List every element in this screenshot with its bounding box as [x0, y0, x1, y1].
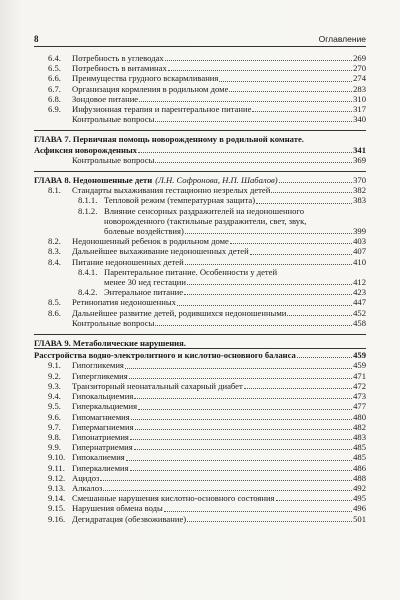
toc-entry-title: Дальнейшее выхаживание недоношенных детей: [72, 246, 249, 257]
toc-entry[interactable]: [34, 155, 366, 165]
toc-entry-number: 8.4.1.: [78, 266, 98, 277]
toc-entry-title: Влияние сенсорных раздражителей на недоношенного: [104, 205, 305, 216]
toc-entry-title: Преимущества грудного вскармливания: [72, 73, 219, 84]
toc-entry-title: Смешанные нарушения кислотно-основного состояния: [72, 493, 275, 504]
toc-entry[interactable]: [34, 277, 366, 287]
toc-entry-title: Потребность в углеводах: [72, 53, 164, 63]
toc-entry[interactable]: [34, 318, 366, 328]
toc-entry-title: Тепловой режим (температурная защита): [104, 195, 256, 206]
toc-entry[interactable]: [34, 483, 366, 493]
dot-leader: [130, 470, 353, 471]
toc-entry-title: Недоношенный ребенок в родильном доме: [72, 236, 229, 247]
toc-entry[interactable]: [34, 216, 366, 226]
toc-entry-number: 9.2.: [48, 370, 61, 381]
toc-entry-title: Гипернатриемия: [72, 442, 133, 453]
toc-entry-page: 501: [353, 513, 366, 524]
toc-entry-page: 495: [353, 493, 366, 504]
toc-entry[interactable]: [34, 432, 366, 442]
toc-entry-number: 8.2.: [48, 236, 61, 247]
dot-leader: [256, 203, 352, 204]
toc-entry-title: Инфузионная терапия и парентеральное питание: [72, 104, 252, 115]
dot-leader: [129, 378, 352, 379]
toc-entry[interactable]: [34, 371, 366, 381]
toc-entry-number: 8.4.: [48, 256, 61, 267]
toc-entry-number: 6.6.: [48, 73, 61, 84]
toc-entry-title: Стандарты выхаживания гестационно незрелых детей: [72, 185, 271, 196]
dot-leader: [134, 398, 352, 399]
toc-entry-number: 9.8.: [48, 431, 61, 442]
toc-entry-page: 477: [353, 401, 366, 412]
toc-entry[interactable]: [34, 381, 366, 391]
toc-entry[interactable]: [34, 246, 366, 256]
toc-entry-page: 407: [353, 246, 366, 257]
dot-leader: [155, 325, 352, 326]
toc-entry-page: 488: [353, 472, 366, 483]
table-of-contents: [34, 53, 366, 524]
toc-entry-title: Гиперкальциемия: [72, 401, 138, 412]
dot-leader: [168, 70, 352, 71]
dot-leader: [276, 500, 353, 501]
chapter-8-authors: (Л.Н. Софронова, Н.П. Шабалов): [155, 175, 278, 186]
toc-entry-title: Контрольные вопросы: [72, 154, 155, 165]
toc-entry[interactable]: [34, 401, 366, 411]
toc-entry-title: менее 30 нед гестации: [104, 277, 186, 288]
chapter-8-title[interactable]: ГЛАВА 8. Недоношенные дети (Л.Н. Софронова, Н.П. Шабалов) 370: [34, 175, 366, 186]
page-number: 8: [34, 34, 39, 44]
toc-entry-page: 452: [353, 307, 366, 318]
toc-entry-page: 274: [353, 73, 366, 84]
chapter-7: [34, 130, 366, 165]
toc-entry-title: Гипогликемия: [72, 360, 124, 371]
toc-entry[interactable]: [34, 463, 366, 473]
toc-entry[interactable]: [34, 503, 366, 513]
toc-entry-number: 8.1.: [48, 185, 61, 196]
toc-entry[interactable]: [34, 185, 366, 195]
toc-entry-number: 6.4.: [48, 53, 61, 63]
running-title: Оглавление: [318, 34, 366, 44]
chapter-8: [34, 171, 366, 328]
toc-entry[interactable]: [34, 297, 366, 307]
chapter-7-title[interactable]: ГЛАВА 7. Первичная помощь новорожденному в родильной комнате.: [34, 134, 304, 145]
chapter-9-title[interactable]: ГЛАВА 9. Метаболические нарушения.: [34, 338, 186, 349]
dot-leader: [244, 388, 352, 389]
toc-entry[interactable]: [34, 391, 366, 401]
toc-entry[interactable]: [34, 236, 366, 246]
toc-entry-number: 6.7.: [48, 83, 61, 94]
chapter-7-title-line2[interactable]: Асфиксия новорожденных 341: [34, 144, 366, 155]
toc-entry[interactable]: [34, 514, 366, 524]
toc-entry-number: 8.3.: [48, 246, 61, 257]
toc-entry-page: 485: [353, 452, 366, 463]
toc-entry-number: 9.16.: [48, 513, 66, 524]
toc-entry-title: Гипокалиемия: [72, 452, 125, 463]
dot-leader: [100, 480, 352, 481]
dot-leader: [219, 81, 352, 82]
toc-entry-title: Гипергликемия: [72, 370, 128, 381]
dot-leader: [134, 449, 352, 450]
toc-entry-number: 9.10.: [48, 452, 66, 463]
toc-entry-page: 486: [353, 462, 366, 473]
toc-entry-page: 283: [353, 83, 366, 94]
toc-entry-page: 412: [353, 277, 366, 288]
toc-entry-title: Транзиторный неонатальный сахарный диабет: [72, 380, 243, 391]
toc-entry-page: 480: [353, 411, 366, 422]
toc-entry-page: 496: [353, 503, 366, 514]
toc-entry[interactable]: [34, 104, 366, 114]
toc-entry-title: Гипокальциемия: [72, 391, 134, 402]
chapter-9-title-line2[interactable]: Расстройства водно-электролитного и кислотно-основного баланса 459: [34, 350, 366, 361]
toc-entry-page: 270: [353, 63, 366, 74]
toc-entry-page: 459: [353, 360, 366, 371]
toc-entry[interactable]: [34, 94, 366, 104]
toc-entry-number: 8.4.2.: [78, 287, 98, 298]
toc-entry[interactable]: [34, 84, 366, 94]
dot-leader: [184, 294, 352, 295]
toc-entry-number: 6.8.: [48, 93, 61, 104]
dot-leader: [185, 264, 352, 265]
toc-entry-page: 423: [353, 287, 366, 298]
dot-leader: [229, 91, 352, 92]
toc-entry-title: болевые воздействия): [104, 226, 184, 237]
toc-entry[interactable]: [34, 226, 366, 236]
toc-entry-title: Гипонатриемия: [72, 431, 129, 442]
toc-entry-title: новорожденного (тактильные раздражители, свет, звук,: [104, 215, 307, 226]
toc-entry-title: Ретинопатия недоношенных: [72, 297, 176, 308]
toc-entry-page: 471: [353, 370, 366, 381]
toc-entry-page: 399: [353, 226, 366, 237]
toc-entry-title: Гипомагниемия: [72, 411, 130, 422]
toc-entry-title: Организация кормления в родильном доме: [72, 83, 229, 94]
toc-entry-page: 483: [353, 431, 366, 442]
dot-leader: [155, 162, 352, 163]
toc-entry-page: 383: [353, 195, 366, 206]
dot-leader: [125, 368, 352, 369]
toc-entry[interactable]: [34, 73, 366, 83]
toc-entry-number: 9.5.: [48, 401, 61, 412]
toc-entry-title: Дальнейшее развитие детей, родившихся недоношенными: [72, 307, 287, 318]
toc-entry-page: 369: [353, 154, 366, 165]
toc-entry-page: 492: [353, 482, 366, 493]
toc-entry-number: 8.5.: [48, 297, 61, 308]
toc-entry-number: 9.14.: [48, 493, 66, 504]
toc-entry-title: Ацидоз: [72, 472, 100, 483]
toc-entry-page: 485: [353, 442, 366, 453]
toc-entry[interactable]: [34, 53, 366, 63]
toc-entry[interactable]: [34, 267, 366, 277]
toc-entry-number: 9.15.: [48, 503, 66, 514]
toc-entry-page: 340: [353, 114, 366, 125]
toc-entry-number: 9.13.: [48, 482, 66, 493]
toc-entry-number: 6.9.: [48, 104, 61, 115]
toc-entry-title: Алкалоз: [72, 482, 103, 493]
dot-leader: [139, 101, 352, 102]
toc-entry[interactable]: [34, 360, 366, 370]
toc-entry-title: Дегидратация (обезвоживание): [72, 513, 187, 524]
toc-entry-page: 382: [353, 185, 366, 196]
toc-entry[interactable]: [34, 422, 366, 432]
toc-entry-title: Парентеральное питание. Особенности у детей: [104, 266, 278, 277]
toc-entry-number: 9.9.: [48, 442, 61, 453]
toc-entry-page: 269: [353, 53, 366, 63]
toc-entry[interactable]: [34, 452, 366, 462]
toc-entry-number: 9.6.: [48, 411, 61, 422]
toc-entry-title: Контрольные вопросы: [72, 114, 155, 125]
toc-entry-page: 447: [353, 297, 366, 308]
toc-entry-number: 8.6.: [48, 307, 61, 318]
dot-leader: [230, 243, 352, 244]
toc-entry-title: Гиперкалиемия: [72, 462, 129, 473]
toc-entry-title: Питание недоношенных детей: [72, 256, 184, 267]
toc-entry[interactable]: [34, 63, 366, 73]
toc-entry[interactable]: [34, 473, 366, 483]
toc-entry-title: Потребность в витаминах: [72, 63, 167, 74]
chapter-9: [34, 334, 366, 524]
dot-leader: [130, 439, 352, 440]
toc-entry-page: 473: [353, 391, 366, 402]
toc-entry-page: 403: [353, 236, 366, 247]
dot-leader: [135, 429, 353, 430]
toc-entry-page: 317: [353, 104, 366, 115]
dot-leader: [250, 254, 352, 255]
toc-entry-title: Энтеральное питание: [104, 287, 184, 298]
dot-leader: [252, 111, 352, 112]
dot-leader: [287, 315, 352, 316]
dot-leader: [177, 305, 352, 306]
toc-entry[interactable]: [34, 114, 366, 124]
toc-entry-page: 310: [353, 93, 366, 104]
toc-entry-number: 9.4.: [48, 391, 61, 402]
dot-leader: [138, 409, 352, 410]
dot-leader: [185, 233, 352, 234]
toc-entry-page: 472: [353, 380, 366, 391]
dot-leader: [155, 121, 352, 122]
toc-entry[interactable]: [34, 412, 366, 422]
toc-entry-number: 8.1.2.: [78, 205, 98, 216]
toc-entry-number: 6.5.: [48, 63, 61, 74]
dot-leader: [103, 490, 352, 491]
toc-entry-number: 9.3.: [48, 380, 61, 391]
toc-entry[interactable]: [34, 493, 366, 503]
toc-entry-number: 9.1.: [48, 360, 61, 371]
toc-entry[interactable]: [34, 442, 366, 452]
toc-entry[interactable]: [34, 195, 366, 205]
page-header: [34, 34, 366, 47]
toc-entry-title: Контрольные вопросы: [72, 317, 155, 328]
dot-leader: [187, 284, 352, 285]
dot-leader: [271, 192, 352, 193]
toc-entry[interactable]: [34, 308, 366, 318]
dot-leader: [126, 460, 352, 461]
toc-entry-number: 8.1.1.: [78, 195, 98, 206]
chapter-6-tail: [34, 53, 366, 124]
dot-leader: [131, 419, 352, 420]
dot-leader: [165, 60, 352, 61]
toc-entry[interactable]: [34, 257, 366, 267]
dot-leader: [164, 511, 352, 512]
toc-entry[interactable]: [34, 287, 366, 297]
toc-entry-title: Зондовое питание: [72, 93, 139, 104]
toc-entry-page: 458: [353, 317, 366, 328]
toc-entry-number: 9.11.: [48, 462, 65, 473]
toc-entry-number: 9.12.: [48, 472, 66, 483]
toc-entry-page: 410: [353, 256, 366, 267]
toc-entry-title: Нарушения обмена воды: [72, 503, 163, 514]
dot-leader: [187, 521, 352, 522]
toc-entry-title: Гипермагниемия: [72, 421, 134, 432]
toc-entry[interactable]: [34, 206, 366, 216]
toc-entry-page: 482: [353, 421, 366, 432]
toc-entry-number: 9.7.: [48, 421, 61, 432]
